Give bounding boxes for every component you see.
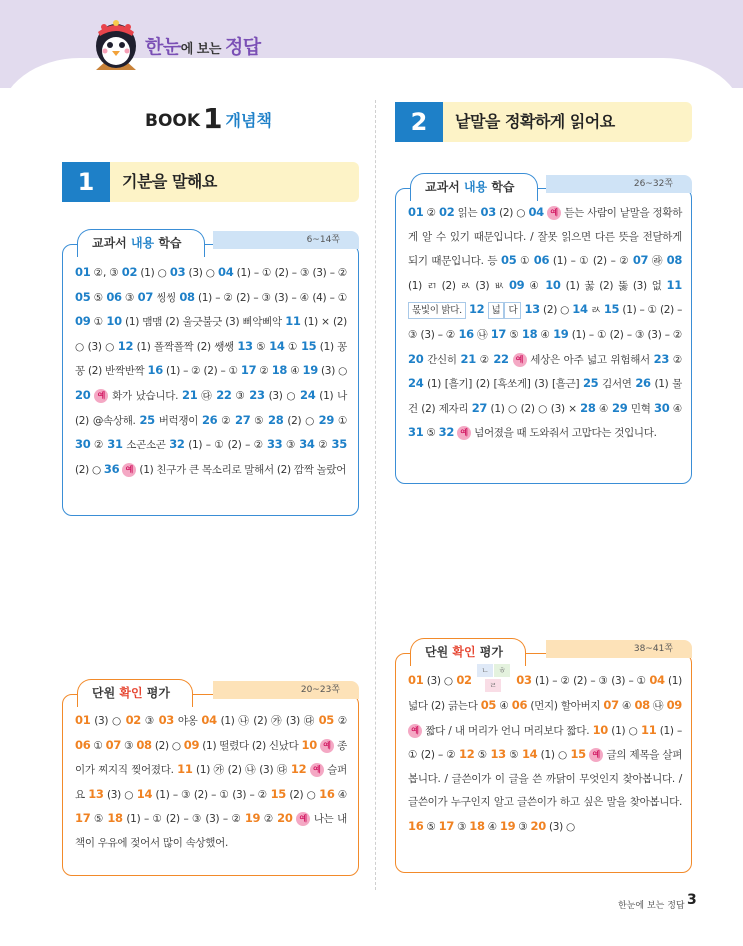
answer-item: 22 예 세상은 아주 넓고 위험해서 xyxy=(493,351,650,366)
answer-item: 18 (1) – ① (2) – ③ (3) – ② xyxy=(107,811,242,826)
question-number: 13 xyxy=(237,338,253,353)
answer-item: 12 예 슬퍼요 xyxy=(75,762,347,801)
answer-item: 09 예 짧다 / 내 머리가 언니 머리보다 짧다. xyxy=(408,700,682,737)
answer-item: 04 (1) 넓다 (2) 긁는다 xyxy=(408,673,682,712)
answer-list xyxy=(75,709,347,856)
question-number: 03 xyxy=(516,673,532,687)
question-number: 30 xyxy=(75,437,91,452)
question-number: 03 xyxy=(480,205,496,219)
question-number: 03 xyxy=(158,713,174,727)
header-title-a: 한눈 xyxy=(145,36,181,58)
panel-tab-label xyxy=(77,229,205,257)
panel-pages: 38~41쪽 xyxy=(633,644,673,654)
unit-1-bar xyxy=(62,162,359,202)
question-number: 08 xyxy=(634,698,650,712)
question-number: 17 xyxy=(240,363,257,378)
answer-item: 12 ⑤ xyxy=(459,747,488,762)
answer-list xyxy=(75,261,347,482)
answer-item: 32 (1) – ① (2) – ② xyxy=(169,437,264,452)
question-number: 11 xyxy=(666,277,682,292)
column-divider xyxy=(375,100,376,890)
tab-label-c: 학습 xyxy=(154,236,182,250)
answer-item: 10 (1) 맴맴 (2) 울긋불긋 (3) 삐악삐악 xyxy=(106,314,282,329)
answer-item: 30 ② xyxy=(75,437,104,452)
answer-item: 30 ④ xyxy=(654,400,682,415)
question-number: 19 xyxy=(244,811,261,826)
answer-item: 20 예 화가 났습니다. xyxy=(75,387,179,402)
question-number: 15 xyxy=(300,338,317,353)
question-number: 17 xyxy=(490,326,507,341)
question-number: 06 xyxy=(75,737,91,752)
question-number: 05 xyxy=(501,253,517,268)
question-number: 04 xyxy=(528,205,544,219)
letter-tile: ㄴ xyxy=(477,664,493,677)
answer-item: 13 (2) ○ xyxy=(524,302,570,317)
question-number: 01 xyxy=(408,673,424,687)
boxed-answer: 넓 xyxy=(488,302,505,319)
answer-item: 09 ④ xyxy=(508,277,541,292)
book-prefix: BOOK xyxy=(145,111,201,131)
question-number: 09 xyxy=(75,314,91,329)
answer-item: 17 ⑤ xyxy=(490,326,519,341)
unit-2-number: 2 xyxy=(395,102,443,142)
question-number: 09 xyxy=(666,698,682,712)
answer-item: 06 (먼지) 할아버지 xyxy=(511,698,601,712)
question-number: 35 xyxy=(331,437,347,452)
question-number: 10 xyxy=(592,722,608,737)
answer-item: 16 ⑤ xyxy=(408,818,436,833)
answer-item: 01 (3) ○ xyxy=(75,713,122,727)
answer-item: 03 (1) – ② (2) – ③ (3) – ① xyxy=(516,673,647,687)
question-number: 24 xyxy=(300,387,316,402)
question-number: 01 xyxy=(75,713,91,727)
answer-item: 19 (3) ○ xyxy=(302,363,347,378)
question-number: 18 xyxy=(271,363,288,378)
question-number: 10 xyxy=(301,737,317,752)
answer-item: 24 (1) [흘기] (2) [흑쏘게] (3) [흘근] xyxy=(408,376,580,391)
question-number: 05 xyxy=(75,289,91,304)
question-number: 16 xyxy=(319,786,335,801)
answer-item: 03 야옹 xyxy=(158,713,198,727)
example-badge: 예 xyxy=(94,389,108,403)
question-number: 06 xyxy=(533,253,550,268)
question-number: 27 xyxy=(235,412,251,427)
example-badge: 예 xyxy=(320,739,334,753)
panel-unit1-textbook-study xyxy=(62,235,359,516)
question-number: 03 xyxy=(169,265,186,279)
question-number: 12 xyxy=(290,762,307,777)
question-number: 24 xyxy=(408,376,424,391)
question-number: 09 xyxy=(508,277,525,292)
answer-item: 10 (1) 꿇 (2) 뚫 (3) 없 xyxy=(545,277,662,292)
answer-item: 18 ④ xyxy=(521,326,550,341)
answer-item: 23 ② xyxy=(653,351,682,366)
answer-item: 25 김서연 xyxy=(582,376,632,391)
question-number: 04 xyxy=(201,713,217,727)
question-number: 09 xyxy=(183,737,200,752)
answer-item: 11 (1) × (2) ○ (3) ○ xyxy=(75,314,347,353)
question-number: 20 xyxy=(277,811,293,826)
book-name: 개념책 xyxy=(225,111,272,130)
question-number: 05 xyxy=(318,713,334,727)
question-number: 08 xyxy=(136,737,152,752)
question-number: 07 xyxy=(632,253,649,268)
question-number: 07 xyxy=(105,737,122,752)
answer-item: 27 ⑤ xyxy=(235,412,265,427)
question-number: 07 xyxy=(603,698,619,712)
answer-item: 08 (2) ○ xyxy=(136,737,181,752)
answer-item: 08 (1) ㄺ (2) ㄽ (3) ㅄ xyxy=(408,253,683,292)
answer-item: 10 예 종이가 찌지직 찢어졌다. xyxy=(75,737,347,777)
tab-label-c: 평가 xyxy=(142,686,170,700)
example-badge: 예 xyxy=(547,206,561,220)
answer-item: 07 ③ xyxy=(105,737,134,752)
answer-item: 21 ㉰ xyxy=(182,387,213,402)
question-number: 33 xyxy=(266,437,283,452)
answer-item: 04 예 듣는 사람이 낱말을 정확하게 알 수 있기 때문입니다. / 잘못 읽으면 다른 뜻을 전달하게 되기 때문입니다. 등 xyxy=(408,205,683,268)
panel-tab-label xyxy=(410,638,526,666)
answer-item: 29 민혁 xyxy=(612,400,651,415)
unit-1-number: 1 xyxy=(62,162,110,202)
answer-item: 20 (3) ○ xyxy=(530,818,575,833)
question-number: 34 xyxy=(299,437,315,452)
unit-1-title: 기분을 말해요 xyxy=(122,172,217,191)
question-number: 21 xyxy=(182,387,198,402)
answer-item: 13 (3) ○ xyxy=(88,786,134,801)
tab-label-a: 단원 xyxy=(92,686,120,700)
answer-item: 19 (1) – ① (2) – ③ (3) – ② xyxy=(553,326,682,341)
answer-item: 14 ㄽ xyxy=(572,302,601,317)
question-number: 11 xyxy=(177,762,193,777)
question-number: 30 xyxy=(654,400,670,415)
answer-item: 36 예 (1) 친구가 큰 목소리로 말해서 (2) 깜짝 놀랐어 xyxy=(103,461,347,476)
question-number: 13 xyxy=(88,786,104,801)
tab-label-b: 확인 xyxy=(119,686,143,700)
book-number: 1 xyxy=(203,102,223,135)
panel-unit2-review xyxy=(395,644,692,873)
unit-2-title: 낱말을 정확하게 읽어요 xyxy=(455,112,615,131)
answer-item: 17 ② xyxy=(240,363,269,378)
answer-item: 04 (1) ㉯ (2) ㉮ (3) ㉰ xyxy=(201,713,315,727)
panel-pages: 20~23쪽 xyxy=(300,685,340,695)
answer-list xyxy=(408,201,682,446)
answer-item: 23 (3) ○ xyxy=(249,387,297,402)
example-badge: 예 xyxy=(310,763,324,777)
question-number: 19 xyxy=(499,818,516,833)
answer-item: 15 (1) – ① (2) – ③ (3) – ② xyxy=(408,302,683,341)
answer-item: 07 ㉱ xyxy=(632,253,663,268)
question-number: 31 xyxy=(107,437,123,452)
question-number: 02 xyxy=(125,713,141,727)
answer-item: 06 ③ xyxy=(106,289,135,304)
question-number: 14 xyxy=(521,747,538,762)
question-number: 10 xyxy=(106,314,122,329)
question-number: 18 xyxy=(469,818,485,833)
question-number: 19 xyxy=(553,326,569,341)
question-number: 26 xyxy=(635,376,651,391)
answer-item: 16 ㉯ xyxy=(458,326,488,341)
example-badge: 예 xyxy=(296,812,310,826)
question-number: 20 xyxy=(530,818,546,833)
question-number: 01 xyxy=(75,265,91,279)
question-number: 28 xyxy=(580,400,596,415)
panel-tab-label xyxy=(410,173,538,201)
tab-label-c: 평가 xyxy=(475,645,503,659)
answer-item: 19 ② xyxy=(244,811,274,826)
question-number: 14 xyxy=(572,302,588,317)
tab-label-a: 교과서 xyxy=(425,180,464,194)
question-number: 22 xyxy=(493,351,509,366)
question-number: 14 xyxy=(269,338,285,353)
answer-item: 21 ② xyxy=(460,351,490,366)
question-number: 32 xyxy=(169,437,185,452)
question-number: 07 xyxy=(137,289,154,304)
question-number: 08 xyxy=(666,253,683,268)
letter-tile: ㅎ xyxy=(494,664,510,677)
answer-item: 08 (1) – ② (2) – ③ (3) – ④ (4) – ① xyxy=(179,289,347,304)
panel-pages: 26~32쪽 xyxy=(633,179,673,189)
letter-tiles xyxy=(477,664,511,694)
question-number: 08 xyxy=(179,289,195,304)
question-number: 26 xyxy=(201,412,218,427)
tab-label-b: 내용 xyxy=(130,236,155,250)
panel-unit1-review xyxy=(62,685,359,876)
answer-item: 33 ③ xyxy=(266,437,296,452)
question-number: 06 xyxy=(511,698,528,712)
example-badge: 예 xyxy=(457,426,471,440)
answer-item: 11 (1) – ① (2) – ② xyxy=(408,722,682,762)
tab-label-b: 내용 xyxy=(463,180,488,194)
answer-item: 07 씽씽 xyxy=(137,289,177,304)
question-number: 25 xyxy=(582,376,599,391)
answer-item: 02 (1) ○ xyxy=(121,265,167,279)
question-number: 31 xyxy=(408,425,424,440)
answer-item: 31 소곤소곤 xyxy=(107,437,166,452)
tab-label-a: 단원 xyxy=(425,645,453,659)
question-number: 17 xyxy=(75,811,91,826)
question-number: 16 xyxy=(458,326,474,341)
book-title xyxy=(145,102,272,135)
question-number: 06 xyxy=(106,289,122,304)
question-number: 02 xyxy=(439,205,455,219)
question-number: 11 xyxy=(641,722,657,737)
answer-item: 09 (1) 떨렸다 (2) 신났다 xyxy=(183,737,299,752)
question-number: 16 xyxy=(147,363,163,378)
answer-item: 35 (2) ○ xyxy=(75,437,347,476)
question-number: 04 xyxy=(218,265,234,279)
question-number: 01 xyxy=(408,205,424,219)
question-number: 18 xyxy=(107,811,123,826)
answer-item: 08 ㉯ xyxy=(634,698,664,712)
question-number: 25 xyxy=(139,412,155,427)
answer-item: 15 (2) ○ xyxy=(270,786,316,801)
answer-item: 16 (1) – ② (2) – ① xyxy=(147,363,238,378)
answer-item: 16 ④ xyxy=(319,786,348,801)
example-badge: 예 xyxy=(513,353,527,367)
question-number: 27 xyxy=(471,400,488,415)
answer-item: 14 ① xyxy=(269,338,298,353)
answer-item: 18 ④ xyxy=(469,818,497,833)
question-number: 20 xyxy=(75,387,91,402)
answer-item: 18 ④ xyxy=(271,363,300,378)
answer-item: 28 (2) ○ xyxy=(268,412,315,427)
answer-item: 02 읽는 xyxy=(439,205,478,219)
question-number: 13 xyxy=(490,747,506,762)
answer-item: 03 (3) ○ xyxy=(169,265,215,279)
answer-item: 26 ② xyxy=(201,412,232,427)
answer-item: 01 ②, ③ xyxy=(75,265,119,279)
footer-title: 한눈에 보는 정답 xyxy=(618,901,685,911)
answer-item: 24 (1) 나 (2) @속상해. xyxy=(75,387,347,427)
example-badge: 예 xyxy=(589,748,603,762)
tab-label-c: 학습 xyxy=(487,180,515,194)
answer-item xyxy=(456,666,513,690)
panel-unit2-textbook-study xyxy=(395,179,692,484)
question-number: 11 xyxy=(285,314,301,329)
question-number: 13 xyxy=(524,302,540,317)
question-number: 18 xyxy=(521,326,538,341)
question-number: 23 xyxy=(249,387,265,402)
answer-item: 10 (1) ○ xyxy=(592,722,638,737)
answer-item: 04 (1) – ① (2) – ③ (3) – ② xyxy=(218,265,347,279)
question-number: 29 xyxy=(318,412,335,427)
tab-label-b: 확인 xyxy=(452,645,476,659)
question-number: 36 xyxy=(103,461,120,476)
example-badge: 예 xyxy=(122,463,136,477)
answer-item: 01 ② xyxy=(408,205,436,219)
answer-item: 01 (3) ○ xyxy=(408,673,454,687)
answer-item: 14 (1) – ③ (2) – ① (3) – ② xyxy=(136,786,268,801)
question-number: 28 xyxy=(268,412,284,427)
answer-item: 27 (1) ○ (2) ○ (3) × xyxy=(471,400,577,415)
answer-item: 26 (1) 물건 (2) 제자리 xyxy=(408,376,683,415)
answer-item: 13 ⑤ xyxy=(490,747,519,762)
answer-item: 05 ② xyxy=(318,713,347,727)
question-number: 21 xyxy=(460,351,476,366)
answer-item: 20 간신히 xyxy=(408,351,457,366)
answer-item: 28 ④ xyxy=(580,400,609,415)
question-number: 14 xyxy=(136,786,153,801)
panel-pages: 6~14쪽 xyxy=(306,235,340,245)
answer-item: 31 ⑤ xyxy=(408,425,436,440)
question-number: 15 xyxy=(570,747,586,762)
answer-item xyxy=(469,304,521,316)
panel-tab-label xyxy=(77,679,193,707)
answer-item: 14 (1) ○ xyxy=(521,747,568,762)
boxed-answer: 몫빛이 밝다. xyxy=(408,302,466,319)
answer-item: 07 ④ xyxy=(603,698,632,712)
boxed-answer: 다 xyxy=(504,302,521,319)
answer-item: 06 (1) – ① (2) – ② xyxy=(533,253,630,268)
question-number: 02 xyxy=(456,673,472,687)
question-number: 02 xyxy=(121,265,138,279)
answer-item: 15 (1) 꽁꽁 (2) 반짝반짝 xyxy=(75,338,348,378)
question-number: 15 xyxy=(270,786,286,801)
question-number: 04 xyxy=(649,673,665,687)
question-number: 23 xyxy=(653,351,670,366)
answer-item: 19 ③ xyxy=(499,818,528,833)
question-number: 17 xyxy=(438,818,455,833)
answer-item: 34 ② xyxy=(299,437,328,452)
page-number: 3 xyxy=(687,892,697,908)
penguin-mascot-icon xyxy=(88,18,144,76)
letter-tile: ㄹ xyxy=(485,679,501,692)
question-number: 15 xyxy=(603,302,620,317)
answer-item: 06 ① xyxy=(75,737,103,752)
answer-list xyxy=(408,664,682,840)
answer-item: 17 ⑤ xyxy=(75,811,104,826)
question-number: 19 xyxy=(302,363,318,378)
answer-item: 05 ⑤ xyxy=(75,289,104,304)
answer-item: 25 버럭쟁이 xyxy=(139,412,199,427)
question-number: 32 xyxy=(438,425,455,440)
answer-item: 05 ① xyxy=(501,253,530,268)
answer-item: 12 (1) 폴짝폴짝 (2) 쌩쌩 xyxy=(117,338,234,353)
answer-item: 11 (1) ㉮ (2) ㉯ (3) ㉰ xyxy=(177,762,288,777)
question-number: 20 xyxy=(408,351,424,366)
answer-item: 13 ⑤ xyxy=(237,338,266,353)
example-badge: 예 xyxy=(408,724,422,738)
tab-label-a: 교과서 xyxy=(92,236,131,250)
question-number: 22 xyxy=(216,387,232,402)
question-number: 05 xyxy=(480,698,497,712)
answer-item: 03 (2) ○ xyxy=(480,205,526,219)
question-number: 10 xyxy=(545,277,561,292)
header-title-c: 정답 xyxy=(224,36,261,58)
unit-2-bar xyxy=(395,102,692,142)
answer-item: 02 ③ xyxy=(125,713,155,727)
answer-item: 22 ③ xyxy=(216,387,246,402)
answer-item: 05 ④ xyxy=(480,698,509,712)
answer-item: 15 예 글의 제목을 살펴봅니다. / 글쓴이가 이 글을 쓴 까닭이 무엇인지 찾아봅니다. / 글쓴이가 누구인지 알고 글쓴이가 하고 싶은 말을 찾아봅니다. xyxy=(408,747,683,809)
answer-item: 09 ① xyxy=(75,314,104,329)
answer-item: 17 ③ xyxy=(438,818,467,833)
question-number: 12 xyxy=(468,302,485,317)
question-number: 12 xyxy=(459,747,475,762)
page-header-title xyxy=(145,32,261,59)
header-title-b: 에 보는 xyxy=(180,42,225,57)
question-number: 29 xyxy=(612,400,628,415)
question-number: 16 xyxy=(408,818,424,833)
question-number: 12 xyxy=(117,338,134,353)
answer-item: 32 예 넘어졌을 때 도와줘서 고맙다는 것입니다. xyxy=(438,425,657,440)
answer-item: 29 ① xyxy=(318,412,348,427)
answer-item: 20 예 나는 내 책이 우유에 젖어서 많이 속상했어. xyxy=(75,811,347,849)
